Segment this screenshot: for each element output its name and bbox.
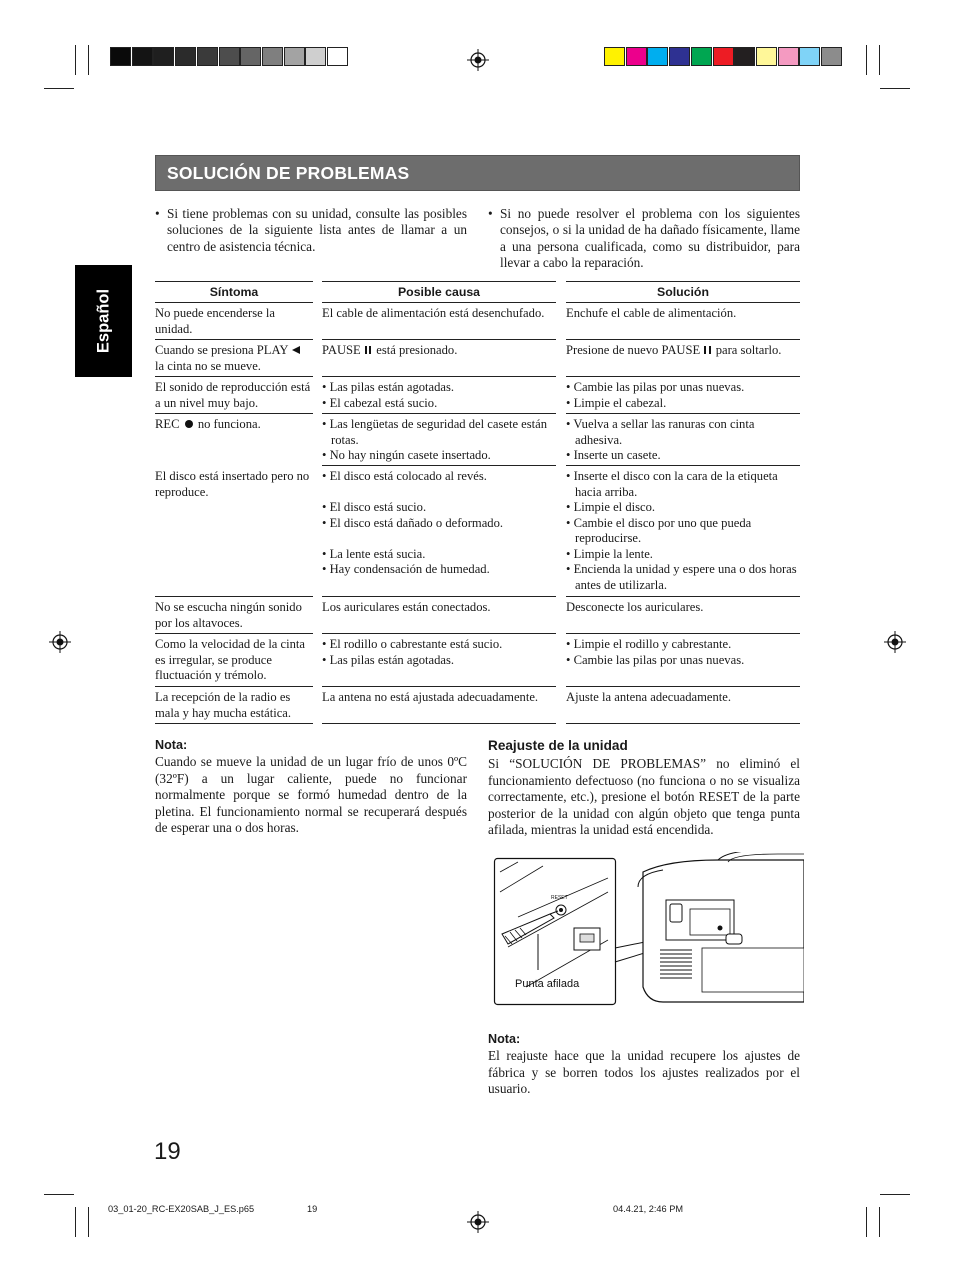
list-item: • Inserte un casete. xyxy=(566,448,661,462)
column-header-cause: Posible causa xyxy=(322,281,556,303)
color-swatch xyxy=(756,47,777,66)
crop-mark xyxy=(866,1207,867,1237)
color-swatch xyxy=(175,47,196,66)
table-cell-solution xyxy=(566,466,800,597)
crop-mark xyxy=(866,45,867,75)
color-swatch xyxy=(647,47,668,66)
list-item: • Cambie las pilas por unas nuevas. xyxy=(566,652,745,667)
table-cell-symptom: Como la velocidad de la cinta es irregular, se produce fluctuación y trémolo. xyxy=(155,634,313,687)
table-cell-symptom: REC no funciona. xyxy=(155,417,261,431)
list-item: • Cambie las pilas por unas nuevas. xyxy=(566,380,745,394)
reset-heading: Reajuste de la unidad xyxy=(488,738,628,753)
list-item: • El disco está colocado al revés. xyxy=(322,469,487,483)
crop-mark xyxy=(880,1194,910,1195)
column-header-symptom: Síntoma xyxy=(155,281,313,303)
table-cell-symptom: El disco está insertado pero no reproduce. xyxy=(155,466,313,597)
crop-mark xyxy=(75,1207,76,1237)
record-icon xyxy=(185,420,193,428)
language-tab xyxy=(75,265,132,377)
bullet-icon: • xyxy=(155,206,160,221)
language-tab-label: Español xyxy=(94,288,112,354)
reset-note-heading: Nota: xyxy=(488,1032,521,1046)
pause-icon xyxy=(365,346,371,354)
table-cell-solution xyxy=(566,634,800,687)
list-item: • Limpie la lente. xyxy=(566,546,653,561)
list-item: • Limpie el cabezal. xyxy=(566,395,667,410)
table-cell-cause xyxy=(322,414,556,466)
table-cell-cause: PAUSE está presionado. xyxy=(322,340,556,377)
table-cell-symptom: La recepción de la radio es mala y hay mucha estática. xyxy=(155,687,313,724)
list-item: • La lente está sucia. xyxy=(322,546,426,561)
list-item: • El disco está sucio. xyxy=(322,500,427,514)
registration-mark-icon xyxy=(467,1211,489,1233)
table-cell-symptom: Cuando se presiona PLAY la cinta no se mueve. xyxy=(155,340,313,377)
color-swatch xyxy=(799,47,820,66)
color-swatch xyxy=(219,47,240,66)
section-title-bar xyxy=(155,155,800,191)
color-swatch xyxy=(132,47,153,66)
pause-icon xyxy=(704,346,710,354)
list-item: • Limpie el rodillo y cabrestante. xyxy=(566,637,732,651)
table-cell-cause: El cable de alimentación está desenchufado. xyxy=(322,303,556,340)
crop-mark xyxy=(88,45,89,75)
intro-bullet-right: • Si no puede resolver el problema con los siguientes consejos, o si la unidad de ha dañado físicamente, llame a una persona cualificada, como su distribuidor, para llevar a cabo la reparación. xyxy=(488,206,800,271)
list-item: • El cabezal está sucio. xyxy=(322,395,438,410)
list-item: • Encienda la unidad y espere una o dos horas antes de utilizarla. xyxy=(566,562,797,592)
note-text: Cuando se mueve la unidad de un lugar frío de unos 0ºC (32ºF) a un lugar caliente, puede no funcionar normalmente porque se formó humedad dentro de la pletina. El funcionamiento normal se recuperará después de esperar una o dos horas. xyxy=(155,754,467,836)
list-item: • Hay condensación de humedad. xyxy=(322,562,490,576)
color-swatch xyxy=(197,47,218,66)
list-item: • Las pilas están agotadas. xyxy=(322,380,455,394)
list-item: • Inserte el disco con la cara de la etiqueta hacia arriba. xyxy=(566,469,778,499)
play-reverse-icon xyxy=(292,346,300,354)
registration-mark-icon xyxy=(467,49,489,71)
color-swatch xyxy=(821,47,842,66)
color-swatch xyxy=(734,47,755,66)
color-swatch xyxy=(262,47,283,66)
reset-button-label: RESET xyxy=(551,895,568,901)
color-swatch xyxy=(691,47,712,66)
note-heading: Nota: xyxy=(155,738,188,752)
color-swatch xyxy=(713,47,734,66)
column-header-solution: Solución xyxy=(566,281,800,303)
list-item: • Las pilas están agotadas. xyxy=(322,652,455,667)
list-item: • Vuelva a sellar las ranuras con cinta adhesiva. xyxy=(566,417,755,447)
reset-text: Si “SOLUCIÓN DE PROBLEMAS” no eliminó el funcionamiento defectuoso (no funciona o no se visualiza correctamente, etc.), presione el botón RESET de la parte posterior de la unidad con algún objeto que tenga punta afilada, mientras la unidad está encendida. xyxy=(488,756,800,838)
table-cell-cause: La antena no está ajustada adecuadamente. xyxy=(322,687,556,724)
color-swatch xyxy=(240,47,261,66)
crop-mark xyxy=(879,1207,880,1237)
crop-mark xyxy=(44,1194,74,1195)
table-cell-solution: Ajuste la antena adecuadamente. xyxy=(566,687,800,724)
list-item: • Las lengüetas de seguridad del casete están rotas. xyxy=(322,417,548,447)
color-swatch xyxy=(110,47,131,66)
table-cell-cause xyxy=(322,377,556,414)
table-cell-solution: Desconecte los auriculares. xyxy=(566,597,800,634)
color-swatch xyxy=(604,47,625,66)
footer-timestamp: 04.4.21, 2:46 PM xyxy=(613,1204,683,1214)
crop-mark xyxy=(879,45,880,75)
table-cell-symptom: No se escucha ningún sonido por los altavoces. xyxy=(155,597,313,634)
list-item: • Cambie el disco por uno que pueda reproducirse. xyxy=(566,515,752,545)
page-title: SOLUCIÓN DE PROBLEMAS xyxy=(167,163,410,183)
crop-mark xyxy=(880,88,910,89)
reset-illustration xyxy=(488,852,804,1012)
color-swatch xyxy=(626,47,647,66)
table-cell-solution: Enchufe el cable de alimentación. xyxy=(566,303,800,340)
list-item: • No hay ningún casete insertado. xyxy=(322,448,491,462)
list-item: • El rodillo o cabrestante está sucio. xyxy=(322,637,503,651)
footer-filename: 03_01-20_RC-EX20SAB_J_ES.p65 xyxy=(108,1204,255,1214)
bullet-icon: • xyxy=(488,206,493,221)
color-swatch xyxy=(669,47,690,66)
table-cell-cause xyxy=(322,466,556,597)
table-cell-symptom: No puede encenderse la unidad. xyxy=(155,303,313,340)
color-swatch xyxy=(305,47,326,66)
color-swatch xyxy=(778,47,799,66)
table-cell-solution xyxy=(566,377,800,414)
table-cell-cause xyxy=(322,634,556,687)
page-number: 19 xyxy=(154,1138,181,1165)
registration-mark-icon xyxy=(49,631,71,653)
color-swatch xyxy=(327,47,348,66)
crop-mark xyxy=(44,88,74,89)
intro-bullet-left: • Si tiene problemas con su unidad, consulte las posibles soluciones de la siguiente lista antes de llamar a un centro de asistencia técnica. xyxy=(155,206,467,254)
crop-mark xyxy=(88,1207,89,1237)
table-cell-symptom: El sonido de reproducción está a un nivel muy bajo. xyxy=(155,377,313,414)
color-swatch xyxy=(153,47,174,66)
table-cell-solution: Presione de nuevo PAUSE para soltarlo. xyxy=(566,340,800,377)
reset-note-text: El reajuste hace que la unidad recupere los ajustes de fábrica y se borren todos los ajustes realizados por el usuario. xyxy=(488,1048,800,1097)
color-swatch xyxy=(284,47,305,66)
table-cell-solution xyxy=(566,414,800,466)
footer-page: 19 xyxy=(307,1204,318,1214)
illustration-caption: Punta afilada xyxy=(515,978,580,990)
crop-mark xyxy=(75,45,76,75)
table-cell-cause: Los auriculares están conectados. xyxy=(322,597,556,634)
list-item: • El disco está dañado o deformado. xyxy=(322,515,504,530)
list-item: • Limpie el disco. xyxy=(566,500,656,514)
registration-mark-icon xyxy=(884,631,906,653)
